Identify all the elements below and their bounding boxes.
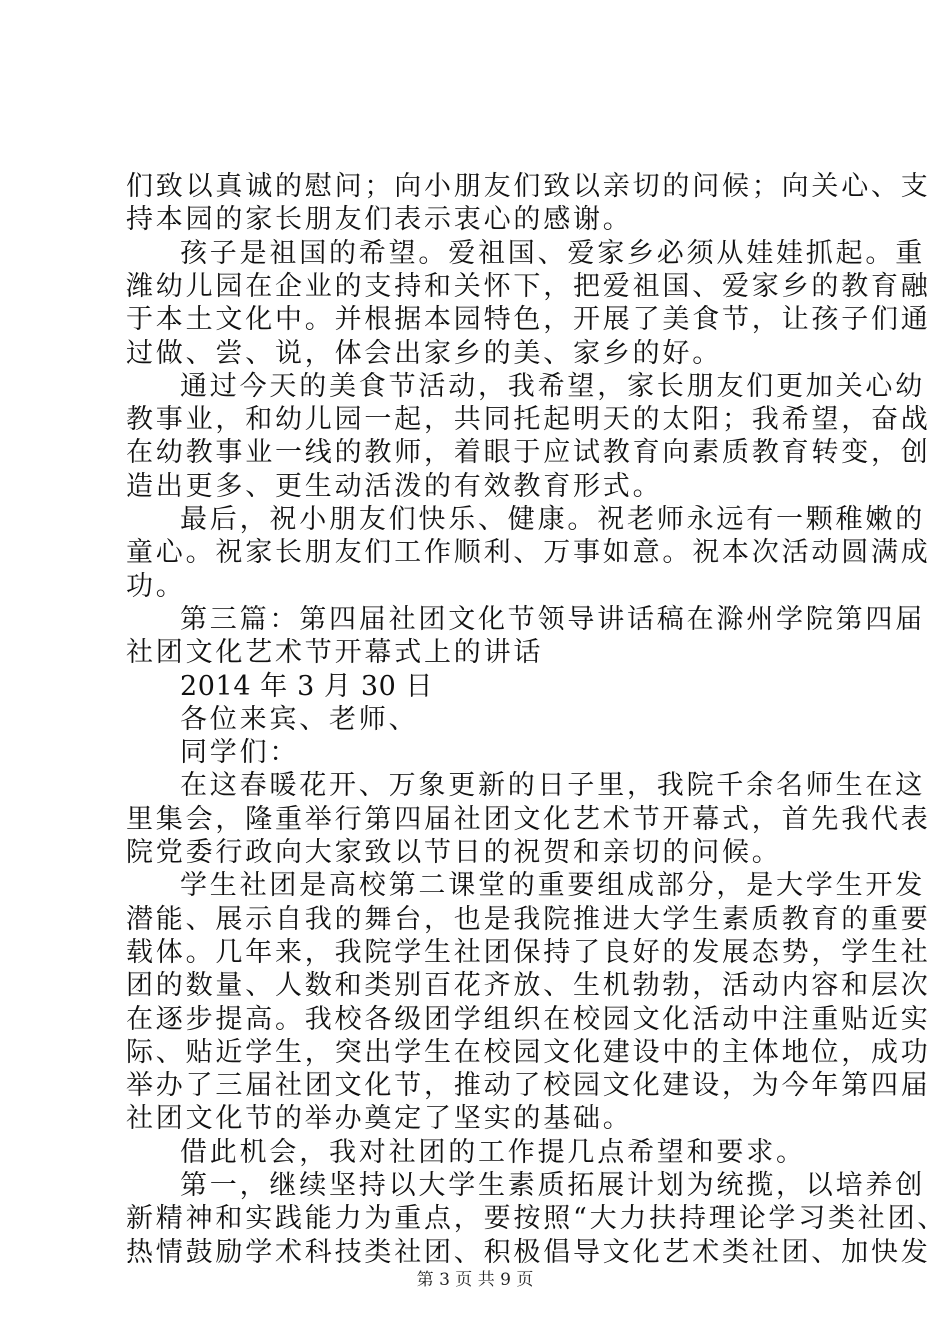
text-line: 社团文化节的举办奠定了坚实的基础。 bbox=[126, 1103, 633, 1135]
text-line: 们致以真诚的慰问；向小朋友们致以亲切的问候；向关心、支 bbox=[126, 171, 931, 202]
text-line: 功。 bbox=[126, 570, 186, 602]
text-line: 童心。祝家长朋友们工作顺利、万事如意。祝本次活动圆满成 bbox=[126, 537, 931, 569]
date-line: 2014 年 3 月 30 日 bbox=[180, 670, 434, 702]
text-line: 持本园的家长朋友们表示衷心的感谢。 bbox=[126, 204, 633, 236]
text-line: 过做、尝、说，体会出家乡的美、家乡的好。 bbox=[126, 337, 722, 369]
text-line: 第一，继续坚持以大学生素质拓展计划为统揽，以培养创 bbox=[180, 1170, 925, 1201]
section-heading: 社团文化艺术节开幕式上的讲话 bbox=[126, 637, 544, 669]
text-line: 举办了三届社团文化节，推动了校园文化建设，为今年第四届 bbox=[126, 1070, 931, 1102]
text-line: 团的数量、人数和类别百花齐放、生机勃勃，活动内容和层次 bbox=[126, 970, 931, 1002]
text-line: 孩子是祖国的希望。爱祖国、爱家乡必须从娃娃抓起。重 bbox=[180, 237, 925, 269]
salutation: 同学们： bbox=[180, 737, 300, 769]
salutation: 各位来宾、老师、 bbox=[180, 703, 419, 735]
text-line: 在这春暖花开、万象更新的日子里，我院千余名师生在这 bbox=[180, 770, 925, 802]
text-line: 最后，祝小朋友们快乐、健康。祝老师永远有一颗稚嫩的 bbox=[180, 504, 925, 535]
text-line: 在幼教事业一线的教师，着眼于应试教育向素质教育转变，创 bbox=[126, 437, 931, 469]
text-line: 际、贴近学生，突出学生在校园文化建设中的主体地位，成功 bbox=[126, 1036, 931, 1068]
text-line: 通过今天的美食节活动，我希望，家长朋友们更加关心幼 bbox=[180, 370, 925, 402]
text-line: 院党委行政向大家致以节日的祝贺和亲切的问候。 bbox=[126, 837, 782, 868]
text-line: 载体。几年来，我院学生社团保持了良好的发展态势，学生社 bbox=[126, 936, 931, 968]
text-line: 教事业，和幼儿园一起，共同托起明天的太阳；我希望，奋战 bbox=[126, 404, 931, 436]
text-line: 里集会，隆重举行第四届社团文化艺术节开幕式，首先我代表 bbox=[126, 803, 931, 835]
text-line: 于本土文化中。并根据本园特色，开展了美食节，让孩子们通 bbox=[126, 304, 931, 336]
text-line: 热情鼓励学术科技类社团、积极倡导文化艺术类社团、加快发 bbox=[126, 1236, 931, 1268]
page-number: 第 3 页 共 9 页 bbox=[416, 1270, 534, 1290]
text-line: 潜能、展示自我的舞台，也是我院推进大学生素质教育的重要 bbox=[126, 903, 931, 935]
text-line: 在逐步提高。我校各级团学组织在校园文化活动中注重贴近实 bbox=[126, 1003, 931, 1035]
section-heading: 第三篇：第四届社团文化节领导讲话稿在滁州学院第四届 bbox=[180, 603, 925, 635]
text-line: 学生社团是高校第二课堂的重要组成部分，是大学生开发 bbox=[180, 870, 925, 902]
text-line: 造出更多、更生动活泼的有效教育形式。 bbox=[126, 470, 663, 502]
text-line: 借此机会，我对社团的工作提几点希望和要求。 bbox=[180, 1136, 806, 1168]
text-line: 新精神和实践能力为重点，要按照“大力扶持理论学习类社团、 bbox=[126, 1203, 948, 1235]
text-line: 潍幼儿园在企业的支持和关怀下，把爱祖国、爱家乡的教育融 bbox=[126, 270, 931, 302]
